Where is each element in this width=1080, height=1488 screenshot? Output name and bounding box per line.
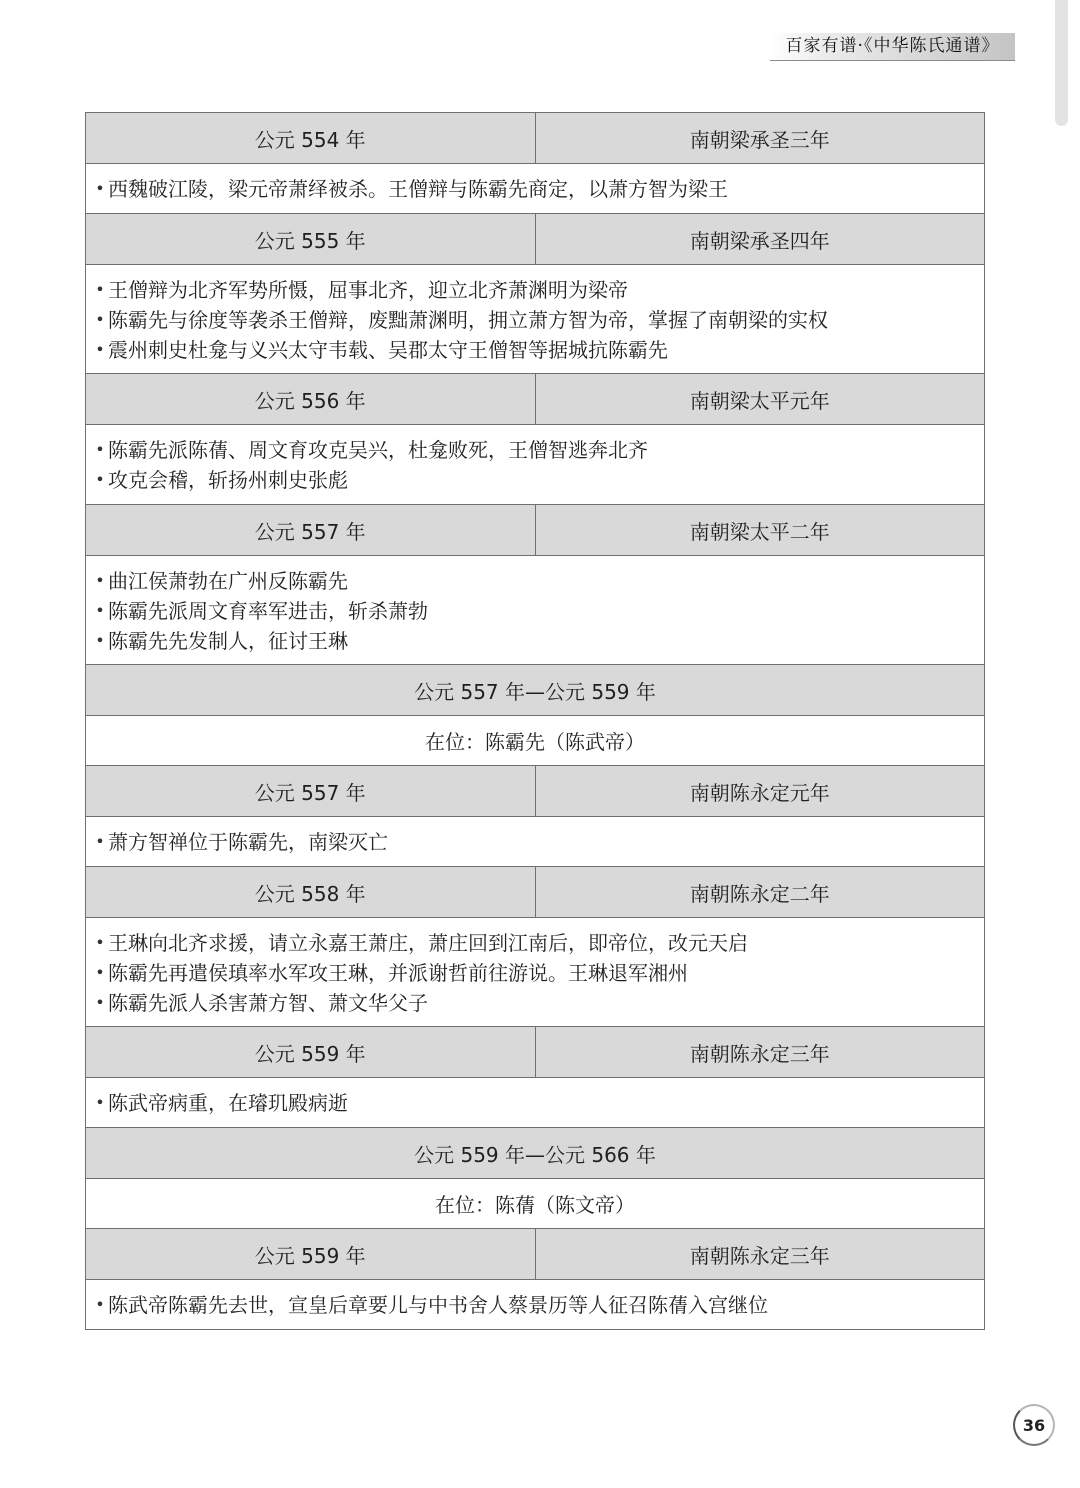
year-header-row <box>86 1027 984 1078</box>
event-text: 震州刺史杜龛与义兴太守韦载、吴郡太守王僧智等据城抗陈霸先 <box>108 338 668 362</box>
event-text: 陈霸先再遣侯瑱率水军攻王琳，并派谢哲前往游说。王琳退军湘州 <box>108 961 688 985</box>
event-text: 陈霸先派周文育率军进击，斩杀萧勃 <box>108 599 428 623</box>
bullet-icon <box>92 596 108 626</box>
bullet-icon <box>92 1290 108 1320</box>
bullet-icon <box>92 988 108 1018</box>
event-text: 陈霸先派人杀害萧方智、萧文华父子 <box>108 991 428 1015</box>
events-cell <box>86 918 984 1027</box>
era-name-cell: 南朝梁太平元年 <box>535 374 985 424</box>
reign-period-header: 公元 559 年—公元 566 年 <box>86 1128 984 1179</box>
page-number-badge: 36 <box>1013 1404 1055 1446</box>
event-item <box>92 626 974 656</box>
event-item <box>92 988 974 1018</box>
era-name-cell: 南朝梁太平二年 <box>535 505 985 555</box>
event-text: 王琳向北齐求援，请立永嘉王萧庄，萧庄回到江南后，即帝位，改元天启 <box>108 931 748 955</box>
event-text: 王僧辩为北齐军势所慑，屈事北齐，迎立北齐萧渊明为梁帝 <box>108 278 628 302</box>
event-item <box>92 1088 974 1118</box>
event-text: 陈霸先派陈蒨、周文育攻克吴兴，杜龛败死，王僧智逃奔北齐 <box>108 438 648 462</box>
bullet-icon <box>92 465 108 495</box>
year-header-row <box>86 766 984 817</box>
running-head: 百家有谱·《中华陈氏通谱》 <box>770 33 1015 61</box>
ad-year-cell: 公元 555 年 <box>254 228 366 253</box>
bullet-icon <box>92 626 108 656</box>
ad-year-cell: 公元 558 年 <box>254 881 366 906</box>
event-item <box>92 596 974 626</box>
bullet-icon <box>92 174 108 204</box>
event-item <box>92 928 974 958</box>
reign-period-header: 公元 557 年—公元 559 年 <box>86 665 984 716</box>
era-name-cell: 南朝陈永定三年 <box>535 1027 985 1077</box>
ad-year-cell: 公元 557 年 <box>254 780 366 805</box>
bullet-icon <box>92 275 108 305</box>
events-cell <box>86 556 984 665</box>
year-header-row <box>86 1229 984 1280</box>
event-item <box>92 465 974 495</box>
event-text: 陈武帝病重，在璿玑殿病逝 <box>108 1091 348 1115</box>
events-cell <box>86 265 984 374</box>
event-item <box>92 305 974 335</box>
scrollbar-thumb[interactable] <box>1055 0 1068 126</box>
event-text: 曲江侯萧勃在广州反陈霸先 <box>108 569 348 593</box>
event-item <box>92 1290 974 1320</box>
bullet-icon <box>92 435 108 465</box>
era-name-cell: 南朝陈永定元年 <box>535 766 985 816</box>
event-item <box>92 827 974 857</box>
era-name-cell: 南朝梁承圣三年 <box>535 113 985 163</box>
era-name-cell: 南朝梁承圣四年 <box>535 214 985 264</box>
ad-year-cell: 公元 556 年 <box>254 388 366 413</box>
event-text: 萧方智禅位于陈霸先，南梁灭亡 <box>108 830 388 854</box>
bullet-icon <box>92 305 108 335</box>
event-text: 陈武帝陈霸先去世，宣皇后章要儿与中书舍人蔡景历等人征召陈蒨入宫继位 <box>108 1293 768 1317</box>
year-header-row <box>86 867 984 918</box>
bullet-icon <box>92 928 108 958</box>
reigning-emperor: 在位：陈蒨（陈文帝） <box>86 1179 984 1229</box>
event-item <box>92 275 974 305</box>
event-item <box>92 566 974 596</box>
ad-year-cell: 公元 557 年 <box>254 519 366 544</box>
bullet-icon <box>92 566 108 596</box>
ad-year-cell: 公元 554 年 <box>254 127 366 152</box>
event-text: 陈霸先与徐度等袭杀王僧辩，废黜萧渊明，拥立萧方智为帝，掌握了南朝梁的实权 <box>108 308 828 332</box>
year-header-row <box>86 113 984 164</box>
era-name-cell: 南朝陈永定三年 <box>535 1229 985 1279</box>
event-item <box>92 958 974 988</box>
bullet-icon <box>92 335 108 365</box>
events-cell <box>86 164 984 214</box>
year-header-row <box>86 214 984 265</box>
event-item <box>92 435 974 465</box>
event-text: 陈霸先先发制人，征讨王琳 <box>108 629 348 653</box>
events-cell <box>86 425 984 505</box>
bullet-icon <box>92 1088 108 1118</box>
year-header-row <box>86 374 984 425</box>
bullet-icon <box>92 827 108 857</box>
events-cell <box>86 817 984 867</box>
event-item <box>92 174 974 204</box>
event-text: 西魏破江陵，梁元帝萧绎被杀。王僧辩与陈霸先商定，以萧方智为梁王 <box>108 177 728 201</box>
events-cell <box>86 1078 984 1128</box>
bullet-icon <box>92 958 108 988</box>
event-item <box>92 335 974 365</box>
reigning-emperor: 在位：陈霸先（陈武帝） <box>86 716 984 766</box>
events-cell <box>86 1280 984 1330</box>
event-text: 攻克会稽，斩扬州刺史张彪 <box>108 468 348 492</box>
year-header-row <box>86 505 984 556</box>
ad-year-cell: 公元 559 年 <box>254 1243 366 1268</box>
ad-year-cell: 公元 559 年 <box>254 1041 366 1066</box>
era-name-cell: 南朝陈永定二年 <box>535 867 985 917</box>
chronology-table <box>85 112 985 1330</box>
